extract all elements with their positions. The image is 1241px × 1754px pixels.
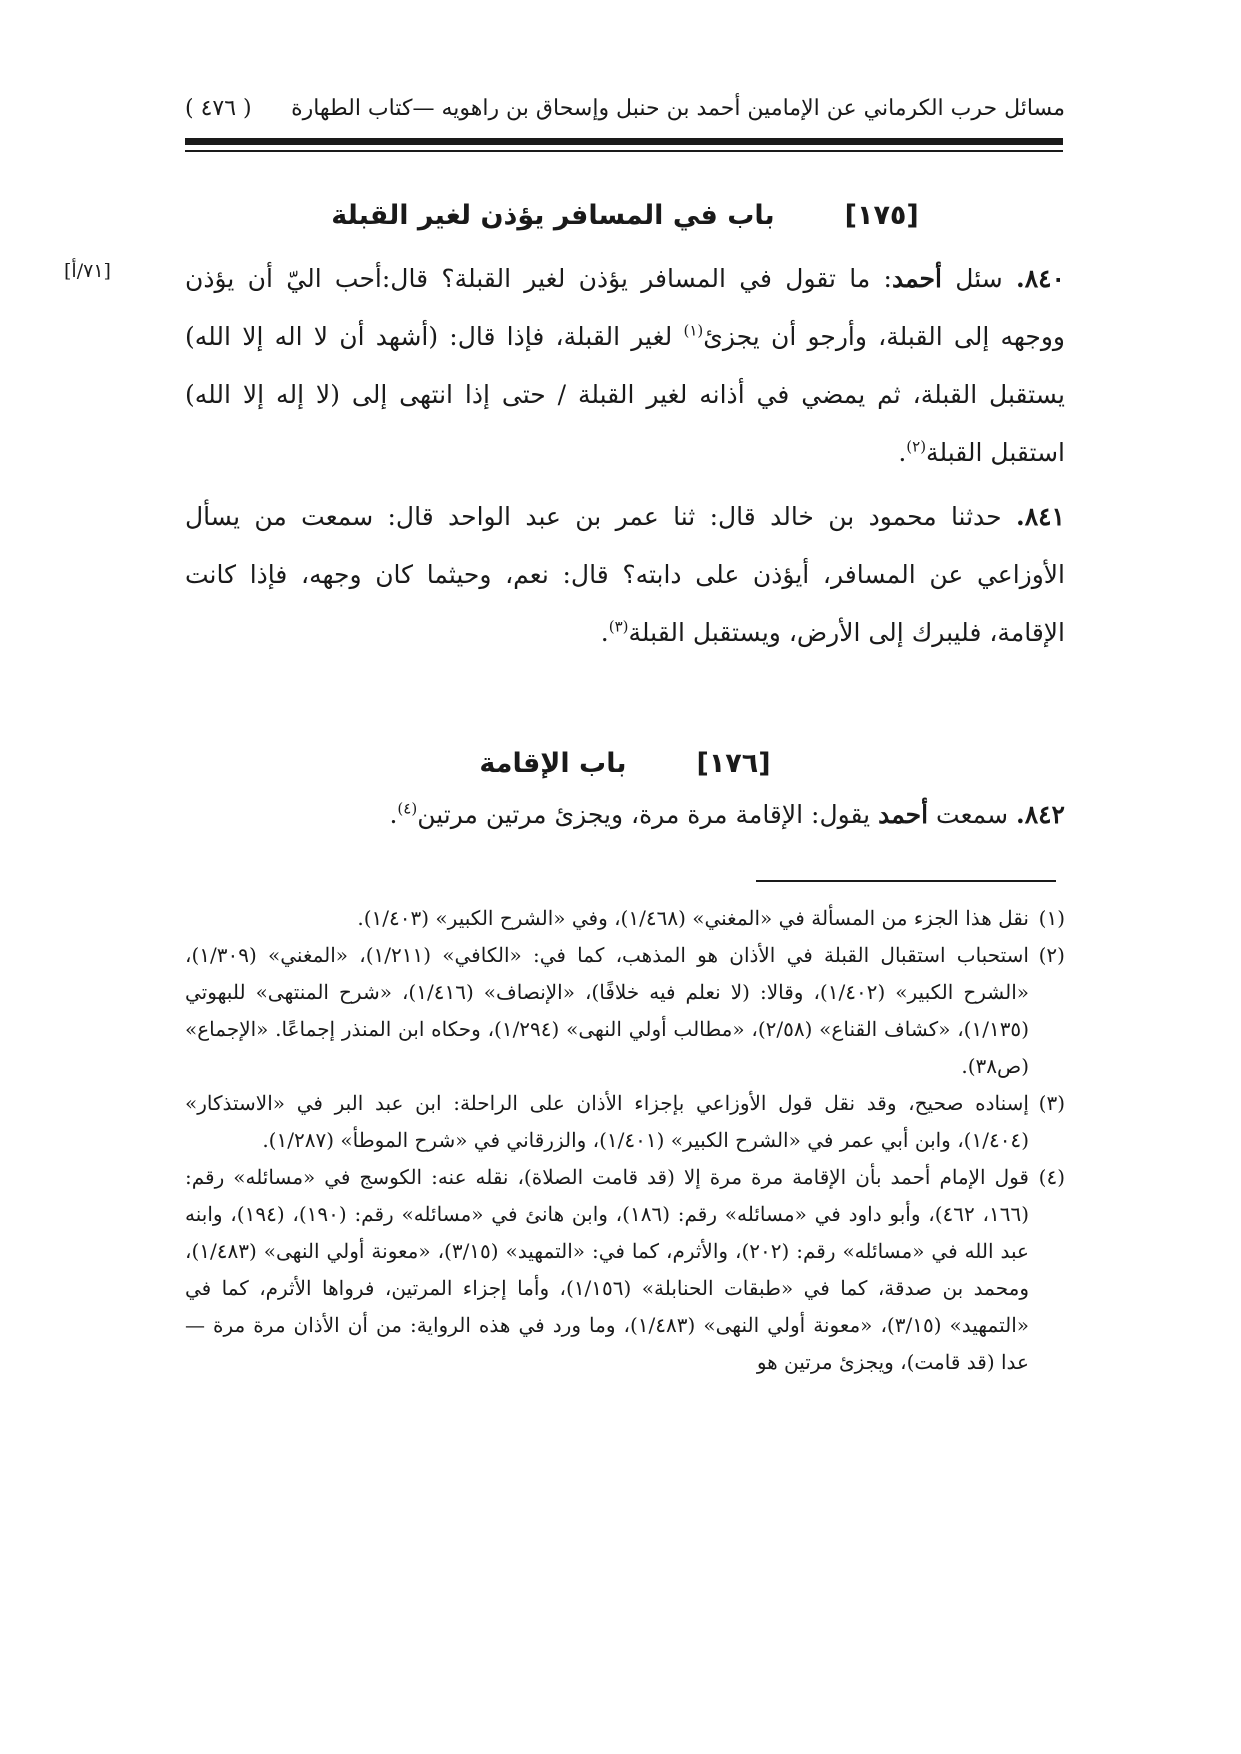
footnote-text: استحباب استقبال القبلة في الأذان هو المذهب، كما في: «الكافي» (١/٢١١)، «المغني» (١/٣٠٩)، «الشرح الكبير» (١/٤٠٢)، وقالا: (لا نعلم فيه خلافًا)، «الإنصاف» (١/٤١٦)، «شرح المنتهى» للبهوتي (١/١٣٥)، «كشاف القناع» (٢/٥٨)، «مطالب أولي النهى» (١/٢٩٤)، وحكاه ابن المنذر إجماعًا. «الإجماع» (ص٣٨). xyxy=(185,943,1030,1078)
header-rule-thin xyxy=(185,150,1063,152)
footnote-number: (١) xyxy=(1038,906,1065,930)
paragraph-text: . xyxy=(898,438,907,467)
paragraph-number: ٨٤٢. xyxy=(1015,800,1065,829)
bold-name: أحمد xyxy=(878,800,929,829)
chapter-number: [١٧٥] xyxy=(844,199,919,231)
paragraph-842 xyxy=(185,786,1065,844)
chapter-heading-176 xyxy=(185,738,1065,788)
footnote-2 xyxy=(185,937,1065,1085)
footnote-text: نقل هذا الجزء من المسألة في «المغني» (١/٤٦٨)، وفي «الشرح الكبير» (١/٤٠٣). xyxy=(357,906,1029,930)
paragraph-text: . xyxy=(389,800,398,829)
footnotes xyxy=(185,900,1065,1381)
footnote-ref[interactable]: (٤) xyxy=(397,799,418,818)
header-rule-thick xyxy=(185,138,1063,145)
chapter-heading-175 xyxy=(185,190,1065,240)
bold-name: أحمد xyxy=(891,264,942,293)
footnote-text: قول الإمام أحمد بأن الإقامة مرة مرة إلا (قد قامت الصلاة)، نقله عنه: الكوسج في «مسائله» رقم: (١٦٦، ٤٦٢)، وأبو داود في «مسائله» رقم: (١٨٦)، وابن هانئ في «مسائله» رقم: (١٩٠)، (١٩٤)، وابنه عبد الله في «مسائله» رقم: (٢٠٢)، والأثرم، كما في: «التمهيد» (٣/١٥)، «معونة أولي النهى» (١/٤٨٣)، ومحمد بن صدقة، كما في «طبقات الحنابلة» (١/١٥٦)، وأما إجزاء المرتين، فرواها الأثرم، كما في «التمهيد» (٣/١٥)، «معونة أولي النهى» (١/٤٨٣)، وما ورد في هذه الرواية: من أن الأذان مرة مرة —عدا (قد قامت)، ويجزئ مرتين هو xyxy=(185,1165,1030,1374)
paragraph-text: سئل xyxy=(941,264,1016,293)
paragraph-text: : ما تقول في المسافر يؤذن لغير القبلة؟ قال:أحب اليّ أن يؤذن ووجهه إلى القبلة، وأرجو أن يجزئ xyxy=(185,264,1066,351)
footnote-number: (٢) xyxy=(1038,943,1065,967)
paragraph-number: ٨٤٠. xyxy=(1015,264,1065,293)
paragraph-text: حدثنا محمود بن خالد قال: ثنا عمر بن عبد الواحد قال: سمعت من يسأل الأوزاعي عن المسافر، أيؤذن على دابته؟ قال: نعم، وحيثما كان وجهه، فإذا كانت الإقامة، فليبرك إلى الأرض، ويستقبل القبلة xyxy=(185,502,1065,647)
paragraph-text: سمعت xyxy=(928,800,1016,829)
paragraph-text: . xyxy=(600,618,609,647)
footnote-ref[interactable]: (٢) xyxy=(906,437,927,456)
footnote-1 xyxy=(185,900,1065,937)
chapter-title: باب في المسافر يؤذن لغير القبلة xyxy=(331,199,775,231)
chapter-number: [١٧٦] xyxy=(696,747,771,779)
footnote-separator xyxy=(756,880,1056,882)
running-header xyxy=(185,88,1065,128)
footnote-4 xyxy=(185,1159,1065,1381)
footnote-text: إسناده صحيح، وقد نقل قول الأوزاعي بإجزاء الأذان على الراحلة: ابن عبد البر في «الاستذكار» (١/٤٠٤)، وابن أبي عمر في «الشرح الكبير» (١/٤٠١)، والزرقاني في «شرح الموطأ» (١/٢٨٧). xyxy=(185,1091,1029,1152)
running-title: مسائل حرب الكرماني عن الإمامين أحمد بن حنبل وإسحاق بن راهويه —كتاب الطهارة xyxy=(291,95,1065,121)
footnote-ref[interactable]: (٣) xyxy=(608,617,629,636)
paragraph-number: ٨٤١. xyxy=(1015,502,1065,531)
paragraph-841 xyxy=(185,488,1065,662)
manuscript-folio-reference: [٧١/أ] xyxy=(64,260,111,282)
footnote-ref[interactable]: (١) xyxy=(683,321,704,340)
paragraph-text: لغير القبلة، فإذا قال: (أشهد أن لا اله إلا الله) يستقبل القبلة، ثم يمضي في أذانه لغير القبلة / حتى إذا انتهى إلى (لا إله إلا الله) استقبل القبلة xyxy=(185,322,1065,467)
chapter-title: باب الإقامة xyxy=(479,747,627,779)
paragraph-text: يقول: الإقامة مرة مرة، ويجزئ مرتين مرتين xyxy=(417,800,879,829)
footnote-number: (٤) xyxy=(1038,1165,1065,1189)
paragraph-840 xyxy=(185,250,1065,482)
footnote-number: (٣) xyxy=(1038,1091,1065,1115)
footnote-3 xyxy=(185,1085,1065,1159)
page-number: ( ٤٧٦ ) xyxy=(185,95,252,121)
